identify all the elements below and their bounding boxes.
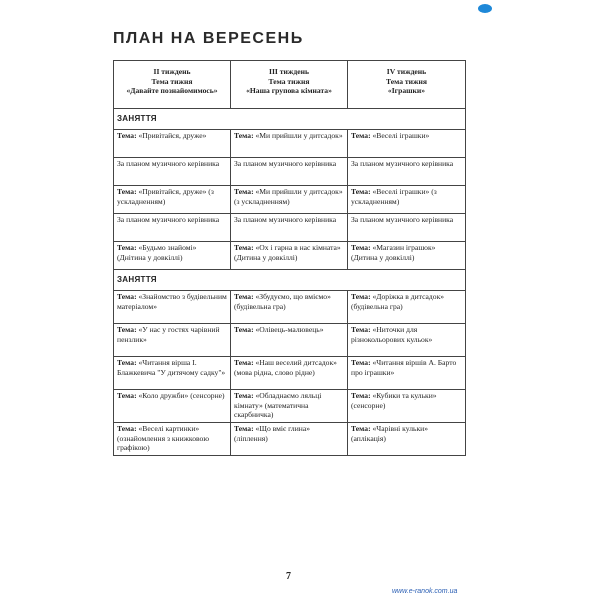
activity-text: «Привітайся, друже» (з ускладненням)	[117, 187, 214, 206]
activity-cell	[231, 242, 348, 270]
table-row	[114, 423, 466, 456]
publisher-logo-icon	[478, 4, 492, 13]
topic-label: Тема:	[117, 358, 137, 367]
topic-label: Тема:	[234, 292, 254, 301]
activity-text: «Веселі картинки» (ознайомлення з книжковою графікою)	[117, 424, 210, 453]
activity-cell	[114, 291, 231, 324]
activity-cell	[114, 130, 231, 158]
activity-cell	[114, 357, 231, 390]
activity-text: «Читання віршів А. Барто про іграшки»	[351, 358, 457, 377]
topic-label: Тема:	[234, 243, 254, 252]
activity-cell	[231, 186, 348, 214]
activity-cell	[114, 324, 231, 357]
activity-text: «Чарівні кульки» (аплікація)	[351, 424, 429, 443]
topic-label: Тема:	[117, 424, 137, 433]
topic-label: Тема:	[351, 391, 371, 400]
week-header-2	[114, 61, 231, 109]
topic-label: Тема:	[351, 131, 371, 140]
activity-text: «Ниточки для різнокольорових кульок»	[351, 325, 433, 344]
activity-text: За планом музичного керівника	[117, 159, 220, 168]
topic-label: Тема:	[234, 424, 254, 433]
table-row	[114, 186, 466, 214]
table-row	[114, 324, 466, 357]
topic-label: Тема:	[117, 391, 137, 400]
topic-label: Тема:	[234, 325, 254, 334]
week-theme-label: Тема тижня	[385, 76, 428, 86]
activity-text: «Коло дружби» (сенсорне)	[138, 391, 225, 400]
activity-text: «Обладнаємо ляльці кімнату» (математична скарбничка)	[234, 391, 322, 420]
activity-cell	[231, 214, 348, 242]
topic-label: Тема:	[351, 243, 371, 252]
table-row	[114, 158, 466, 186]
week-theme-label: Тема тижня	[151, 76, 193, 86]
section-header-row	[114, 109, 466, 130]
activity-text: За планом музичного керівника	[117, 215, 220, 224]
activity-cell	[231, 324, 348, 357]
activity-text: «Олівець-малювець»	[255, 325, 324, 334]
activity-cell	[348, 324, 466, 357]
activity-text: «Веселі іграшки»	[372, 131, 430, 140]
table-row	[114, 291, 466, 324]
topic-label: Тема:	[117, 292, 137, 301]
activity-text: За планом музичного керівника	[234, 159, 337, 168]
activity-text: «Збудуємо, що вміємо» (будівельна гра)	[234, 292, 331, 311]
schedule-table-body	[114, 61, 466, 456]
activity-cell	[348, 423, 466, 456]
topic-label: Тема:	[117, 243, 137, 252]
topic-label: Тема:	[351, 292, 371, 301]
schedule-table	[113, 60, 466, 456]
section-title: ЗАНЯТТЯ	[114, 109, 466, 130]
table-row	[114, 130, 466, 158]
activity-cell	[348, 158, 466, 186]
activity-cell	[348, 186, 466, 214]
activity-cell	[114, 423, 231, 456]
section-header-row	[114, 270, 466, 291]
topic-label: Тема:	[351, 187, 371, 196]
activity-cell	[348, 214, 466, 242]
week-theme: «Давайте познайомимось»	[126, 86, 218, 96]
activity-text: «Ох і гарна в нас кімната» (Дитина у довкіллі)	[234, 243, 341, 262]
week-header-3	[231, 61, 348, 109]
topic-label: Тема:	[117, 187, 137, 196]
activity-cell	[231, 130, 348, 158]
activity-text: «Кубики та кульки» (сенсорне)	[351, 391, 437, 410]
page-number: 7	[286, 571, 291, 582]
topic-label: Тема:	[117, 131, 137, 140]
activity-text: «Привітайся, друже»	[138, 131, 207, 140]
week-number: IV тиждень	[386, 67, 427, 76]
week-number: ІІ тиждень	[153, 67, 191, 76]
activity-cell	[231, 357, 348, 390]
activity-text: «Ми прийшли у дитсадок» (з ускладненням)	[234, 187, 343, 206]
activity-cell	[348, 357, 466, 390]
topic-label: Тема:	[234, 187, 254, 196]
activity-cell	[114, 158, 231, 186]
topic-label: Тема:	[117, 325, 137, 334]
activity-text: «У нас у гостях чарівний пензлик»	[117, 325, 220, 344]
week-number: ІІІ тиждень	[269, 67, 309, 76]
activity-cell	[231, 390, 348, 423]
activity-cell	[348, 291, 466, 324]
table-header-row	[114, 61, 466, 109]
activity-text: «Що вміє глина» (ліплення)	[234, 424, 310, 443]
activity-text: «Наш веселий дитсадок» (мова рідна, слово рідне)	[234, 358, 337, 377]
activity-cell	[114, 186, 231, 214]
page-title: ПЛАН НА ВЕРЕСЕНЬ	[113, 30, 304, 47]
table-row	[114, 390, 466, 423]
week-theme: «Наша групова кімната»	[246, 86, 332, 96]
publisher-website: www.e-ranok.com.ua	[392, 588, 458, 595]
table-row	[114, 357, 466, 390]
section-title: ЗАНЯТТЯ	[114, 270, 466, 291]
week-theme: «Іграшки»	[387, 86, 426, 96]
activity-text: За планом музичного керівника	[351, 215, 454, 224]
topic-label: Тема:	[351, 325, 371, 334]
topic-label: Тема:	[351, 424, 371, 433]
activity-text: «Доріжка в дитсадок» (будівельна гра)	[351, 292, 445, 311]
topic-label: Тема:	[234, 358, 254, 367]
activity-cell	[348, 390, 466, 423]
activity-cell	[114, 214, 231, 242]
topic-label: Тема:	[351, 358, 371, 367]
activity-cell	[114, 390, 231, 423]
activity-cell	[231, 291, 348, 324]
activity-cell	[231, 158, 348, 186]
activity-text: «Будьмо знайомі» (Днiтина у довкіллі)	[117, 243, 197, 262]
topic-label: Тема:	[234, 131, 254, 140]
activity-text: «Читання вірша І. Блажкевича "У дитячому садку"»	[117, 358, 226, 377]
activity-cell	[114, 242, 231, 270]
activity-text: За планом музичного керівника	[351, 159, 454, 168]
activity-cell	[348, 130, 466, 158]
activity-cell	[231, 423, 348, 456]
activity-cell	[348, 242, 466, 270]
table-row	[114, 242, 466, 270]
topic-label: Тема:	[234, 391, 254, 400]
table-row	[114, 214, 466, 242]
activity-text: «Магазин іграшок» (Дитина у довкіллі)	[351, 243, 436, 262]
activity-text: «Знайомство з будівельним матеріалом»	[117, 292, 227, 311]
activity-text: «Ми прийшли у дитсадок»	[255, 131, 343, 140]
week-theme-label: Тема тижня	[268, 76, 310, 86]
week-header-4	[348, 61, 466, 109]
activity-text: За планом музичного керівника	[234, 215, 337, 224]
activity-text: «Веселі іграшки» (з ускладненням)	[351, 187, 437, 206]
